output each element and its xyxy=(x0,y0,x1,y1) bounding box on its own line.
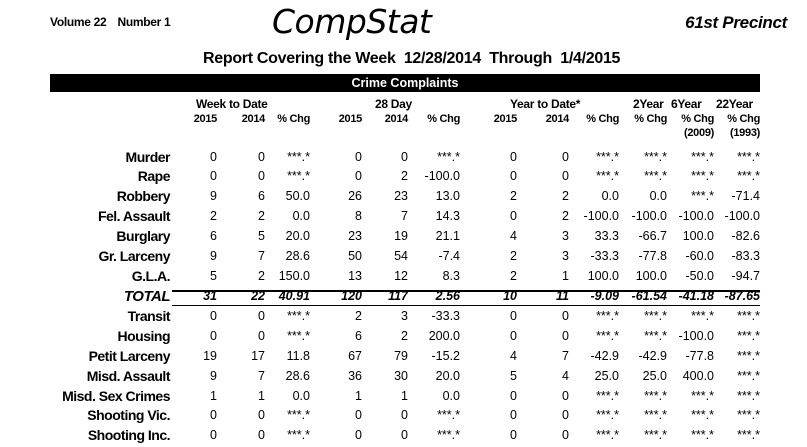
table-cell: ***.* xyxy=(737,428,760,442)
table-cell: 79 xyxy=(394,349,408,363)
table-cell: 2 xyxy=(401,169,408,183)
table-cell: 50.0 xyxy=(285,189,310,203)
total-top-rule xyxy=(172,290,760,292)
table-cell: 0 xyxy=(210,309,217,323)
table-cell: 2 xyxy=(510,249,517,263)
table-cell: 0 xyxy=(562,428,569,442)
group-2year: 2Year xyxy=(633,97,664,111)
table-cell: 0 xyxy=(210,169,217,183)
table-cell: ***.* xyxy=(287,150,310,164)
table-cell: 67 xyxy=(348,349,362,363)
table-cell: 23 xyxy=(348,229,362,243)
group-week-to-date: Week to Date xyxy=(196,97,268,111)
table-cell: ***.* xyxy=(691,309,714,323)
table-cell: ***.* xyxy=(644,329,667,343)
group-22year: 22Year xyxy=(716,97,753,111)
table-cell: 7 xyxy=(258,369,265,383)
table-cell: ***.* xyxy=(644,150,667,164)
table-cell: -7.4 xyxy=(438,249,460,263)
table-cell: 0 xyxy=(562,389,569,403)
table-cell: 0 xyxy=(562,169,569,183)
table-cell: 22 xyxy=(251,289,265,303)
table-cell: -83.3 xyxy=(731,249,760,263)
table-cell: 19 xyxy=(203,349,217,363)
table-cell: 13.0 xyxy=(435,189,460,203)
column-header: % Chg xyxy=(634,113,667,125)
volume-info xyxy=(50,15,170,29)
table-cell: 0 xyxy=(510,408,517,422)
table-cell: ***.* xyxy=(737,408,760,422)
table-row xyxy=(0,248,807,268)
table-cell: 1 xyxy=(562,269,569,283)
table-cell: -100.0 xyxy=(678,209,714,223)
table-cell: -87.65 xyxy=(724,289,760,303)
table-cell: ***.* xyxy=(737,349,760,363)
table-cell: -100.0 xyxy=(583,209,619,223)
table-cell: -50.0 xyxy=(685,269,714,283)
table-cell: -71.4 xyxy=(731,189,760,203)
table-cell: 5 xyxy=(258,229,265,243)
table-cell: 0 xyxy=(510,428,517,442)
table-cell: ***.* xyxy=(691,150,714,164)
table-cell: 2 xyxy=(562,189,569,203)
table-cell: 0 xyxy=(510,150,517,164)
table-cell: 9 xyxy=(210,189,217,203)
section-banner: Crime Complaints xyxy=(50,74,760,92)
table-cell: ***.* xyxy=(691,189,714,203)
volume-label: Volume 22 xyxy=(50,15,107,29)
table-cell: 4 xyxy=(562,369,569,383)
table-cell: 1 xyxy=(210,389,217,403)
table-cell: 0.0 xyxy=(292,389,310,403)
table-cell: -100.0 xyxy=(631,209,667,223)
table-cell: 4 xyxy=(510,349,517,363)
table-cell: 12 xyxy=(394,269,408,283)
row-label: Shooting Vic. xyxy=(87,407,170,423)
table-cell: ***.* xyxy=(287,309,310,323)
table-cell: -33.3 xyxy=(590,249,619,263)
table-cell: 5 xyxy=(210,269,217,283)
table-cell: 9 xyxy=(210,369,217,383)
table-cell: 20.0 xyxy=(435,369,460,383)
table-cell: 150.0 xyxy=(278,269,310,283)
table-cell: ***.* xyxy=(287,428,310,442)
table-cell: 3 xyxy=(401,309,408,323)
table-cell: 0 xyxy=(401,408,408,422)
table-cell: -100.0 xyxy=(678,329,714,343)
table-row xyxy=(0,228,807,248)
precinct-name: 61st Precinct xyxy=(685,13,787,32)
group-year-to-date: Year to Date* xyxy=(510,97,581,111)
table-cell: 0 xyxy=(210,329,217,343)
table-cell: ***.* xyxy=(737,309,760,323)
table-cell: ***.* xyxy=(644,408,667,422)
table-cell: 2.56 xyxy=(435,289,460,303)
row-label: Robbery xyxy=(116,188,170,204)
table-cell: ***.* xyxy=(737,369,760,383)
table-cell: 26 xyxy=(348,189,362,203)
table-cell: -77.8 xyxy=(638,249,667,263)
table-cell: 6 xyxy=(355,329,362,343)
row-label: Housing xyxy=(117,328,170,344)
table-cell: 17 xyxy=(251,349,265,363)
table-cell: 0 xyxy=(510,209,517,223)
table-cell: 13 xyxy=(348,269,362,283)
column-header: 2015 xyxy=(193,113,217,125)
table-cell: 0 xyxy=(210,408,217,422)
table-cell: -100.0 xyxy=(724,209,760,223)
table-cell: 21.1 xyxy=(435,229,460,243)
table-cell: 54 xyxy=(394,249,408,263)
table-row xyxy=(0,427,807,447)
table-cell: 2 xyxy=(562,209,569,223)
table-cell: -9.09 xyxy=(590,289,619,303)
table-cell: 0 xyxy=(510,169,517,183)
table-cell: -94.7 xyxy=(731,269,760,283)
table-cell: 0 xyxy=(258,169,265,183)
table-cell: 120 xyxy=(341,289,362,303)
column-header: 2014 xyxy=(545,113,569,125)
table-cell: 0 xyxy=(355,428,362,442)
row-label: Petit Larceny xyxy=(88,348,170,364)
table-cell: 2 xyxy=(355,309,362,323)
row-label: Murder xyxy=(125,149,170,165)
table-cell: -42.9 xyxy=(590,349,619,363)
table-cell: ***.* xyxy=(596,309,619,323)
table-cell: -82.6 xyxy=(731,229,760,243)
table-cell: 0 xyxy=(355,150,362,164)
table-cell: ***.* xyxy=(644,169,667,183)
table-cell: 14.3 xyxy=(435,209,460,223)
table-cell: 0 xyxy=(355,169,362,183)
table-cell: 2 xyxy=(210,209,217,223)
table-cell: 0.0 xyxy=(649,189,667,203)
table-cell: ***.* xyxy=(596,428,619,442)
table-cell: -15.2 xyxy=(431,349,460,363)
table-cell: 1 xyxy=(401,389,408,403)
table-cell: ***.* xyxy=(644,389,667,403)
table-cell: 0.0 xyxy=(601,189,619,203)
table-cell: 28.6 xyxy=(285,249,310,263)
table-cell: 400.0 xyxy=(682,369,714,383)
table-cell: 5 xyxy=(510,369,517,383)
column-header: % Chg xyxy=(681,113,714,125)
table-row xyxy=(0,149,807,169)
table-cell: 0 xyxy=(210,428,217,442)
table-cell: 117 xyxy=(388,289,408,303)
table-cell: ***.* xyxy=(691,428,714,442)
table-row xyxy=(0,308,807,328)
table-cell: 10 xyxy=(503,289,517,303)
table-cell: 8.3 xyxy=(442,269,460,283)
table-cell: 3 xyxy=(562,249,569,263)
table-cell: ***.* xyxy=(437,428,460,442)
column-subheader: (1993) xyxy=(730,127,760,139)
number-label: Number 1 xyxy=(117,15,171,29)
table-cell: ***.* xyxy=(596,408,619,422)
report-title: CompStat xyxy=(272,2,432,41)
row-label: Shooting Inc. xyxy=(87,427,170,443)
table-cell: 0 xyxy=(562,309,569,323)
table-cell: ***.* xyxy=(437,150,460,164)
table-row xyxy=(0,348,807,368)
table-cell: 2 xyxy=(258,209,265,223)
table-cell: ***.* xyxy=(737,389,760,403)
table-cell: 0 xyxy=(562,408,569,422)
row-label: Fel. Assault xyxy=(97,208,170,224)
table-cell: 40.91 xyxy=(278,289,310,303)
table-cell: ***.* xyxy=(691,169,714,183)
table-cell: ***.* xyxy=(737,150,760,164)
table-cell: ***.* xyxy=(691,389,714,403)
table-cell: 0 xyxy=(258,408,265,422)
table-row xyxy=(0,188,807,208)
table-cell: ***.* xyxy=(437,408,460,422)
table-cell: ***.* xyxy=(596,329,619,343)
table-cell: 2 xyxy=(401,329,408,343)
group-6year: 6Year xyxy=(671,97,702,111)
table-cell: ***.* xyxy=(596,169,619,183)
row-label: Transit xyxy=(127,308,170,324)
table-cell: ***.* xyxy=(596,389,619,403)
column-header: % Chg xyxy=(727,113,760,125)
row-label: Burglary xyxy=(116,228,170,244)
table-row xyxy=(0,368,807,388)
table-row xyxy=(0,407,807,427)
table-cell: ***.* xyxy=(287,169,310,183)
table-cell: 0.0 xyxy=(442,389,460,403)
table-cell: 0 xyxy=(401,428,408,442)
table-cell: 100.0 xyxy=(682,229,714,243)
table-cell: ***.* xyxy=(287,408,310,422)
table-cell: 7 xyxy=(562,349,569,363)
table-cell: ***.* xyxy=(691,408,714,422)
table-row xyxy=(0,208,807,228)
table-cell: 0 xyxy=(355,408,362,422)
table-cell: 7 xyxy=(258,249,265,263)
table-cell: ***.* xyxy=(596,150,619,164)
table-cell: -41.18 xyxy=(678,289,714,303)
table-cell: 36 xyxy=(348,369,362,383)
column-header: 2014 xyxy=(241,113,265,125)
table-cell: 0 xyxy=(210,150,217,164)
table-cell: -33.3 xyxy=(431,309,460,323)
table-cell: -77.8 xyxy=(685,349,714,363)
table-cell: 25.0 xyxy=(594,369,619,383)
table-cell: -100.0 xyxy=(424,169,460,183)
table-cell: 0 xyxy=(510,389,517,403)
table-cell: 19 xyxy=(394,229,408,243)
table-cell: ***.* xyxy=(737,169,760,183)
row-label: Rape xyxy=(137,168,170,184)
table-cell: 11.8 xyxy=(286,349,310,363)
table-cell: 8 xyxy=(355,209,362,223)
table-cell: 4 xyxy=(510,229,517,243)
table-cell: ***.* xyxy=(644,428,667,442)
table-cell: 2 xyxy=(258,269,265,283)
table-cell: 0 xyxy=(258,329,265,343)
table-cell: 0 xyxy=(562,150,569,164)
row-label: Gr. Larceny xyxy=(98,248,170,264)
table-cell: 0 xyxy=(562,329,569,343)
row-label: Misd. Assault xyxy=(86,368,170,384)
table-cell: 7 xyxy=(401,209,408,223)
table-cell: 0 xyxy=(510,329,517,343)
table-cell: 50 xyxy=(348,249,362,263)
table-cell: -66.7 xyxy=(638,229,667,243)
table-cell: 100.0 xyxy=(587,269,619,283)
table-cell: 25.0 xyxy=(642,369,667,383)
row-label: Misd. Sex Crimes xyxy=(62,388,170,404)
column-header: 2014 xyxy=(384,113,408,125)
table-cell: 1 xyxy=(355,389,362,403)
table-cell: 20.0 xyxy=(285,229,310,243)
table-cell: 200.0 xyxy=(428,329,460,343)
table-cell: 6 xyxy=(210,229,217,243)
table-cell: -61.54 xyxy=(631,289,667,303)
table-cell: ***.* xyxy=(737,329,760,343)
row-label: TOTAL xyxy=(123,288,170,305)
table-cell: 30 xyxy=(394,369,408,383)
table-cell: 33.3 xyxy=(594,229,619,243)
table-row xyxy=(0,168,807,188)
table-cell: 0 xyxy=(258,309,265,323)
table-cell: 0 xyxy=(510,309,517,323)
table-cell: 3 xyxy=(562,229,569,243)
table-cell: 6 xyxy=(258,189,265,203)
column-header: 2015 xyxy=(493,113,517,125)
table-cell: 1 xyxy=(258,389,265,403)
group-28-day: 28 Day xyxy=(375,97,412,111)
table-cell: -42.9 xyxy=(638,349,667,363)
table-cell: 9 xyxy=(210,249,217,263)
table-cell: -60.0 xyxy=(685,249,714,263)
table-cell: 100.0 xyxy=(635,269,667,283)
table-cell: ***.* xyxy=(287,329,310,343)
table-cell: 28.6 xyxy=(285,369,310,383)
column-subheader: (2009) xyxy=(684,127,714,139)
table-cell: 0 xyxy=(258,150,265,164)
table-cell: 0 xyxy=(258,428,265,442)
table-cell: 0.0 xyxy=(292,209,310,223)
table-cell: 2 xyxy=(510,189,517,203)
table-cell: 11 xyxy=(556,289,569,303)
table-cell: 23 xyxy=(394,189,408,203)
report-period: Report Covering the Week 12/28/2014 Through 1/4/2015 xyxy=(203,50,621,67)
table-row xyxy=(0,328,807,348)
table-cell: 2 xyxy=(510,269,517,283)
column-header: % Chg xyxy=(277,113,310,125)
column-header: 2015 xyxy=(338,113,362,125)
table-cell: ***.* xyxy=(644,309,667,323)
table-row xyxy=(0,268,807,288)
table-cell: 31 xyxy=(203,289,217,303)
total-bottom-rule xyxy=(172,305,760,306)
column-header: % Chg xyxy=(586,113,619,125)
table-row xyxy=(0,388,807,408)
column-header: % Chg xyxy=(427,113,460,125)
table-cell: 0 xyxy=(401,150,408,164)
row-label: G.L.A. xyxy=(131,268,170,284)
